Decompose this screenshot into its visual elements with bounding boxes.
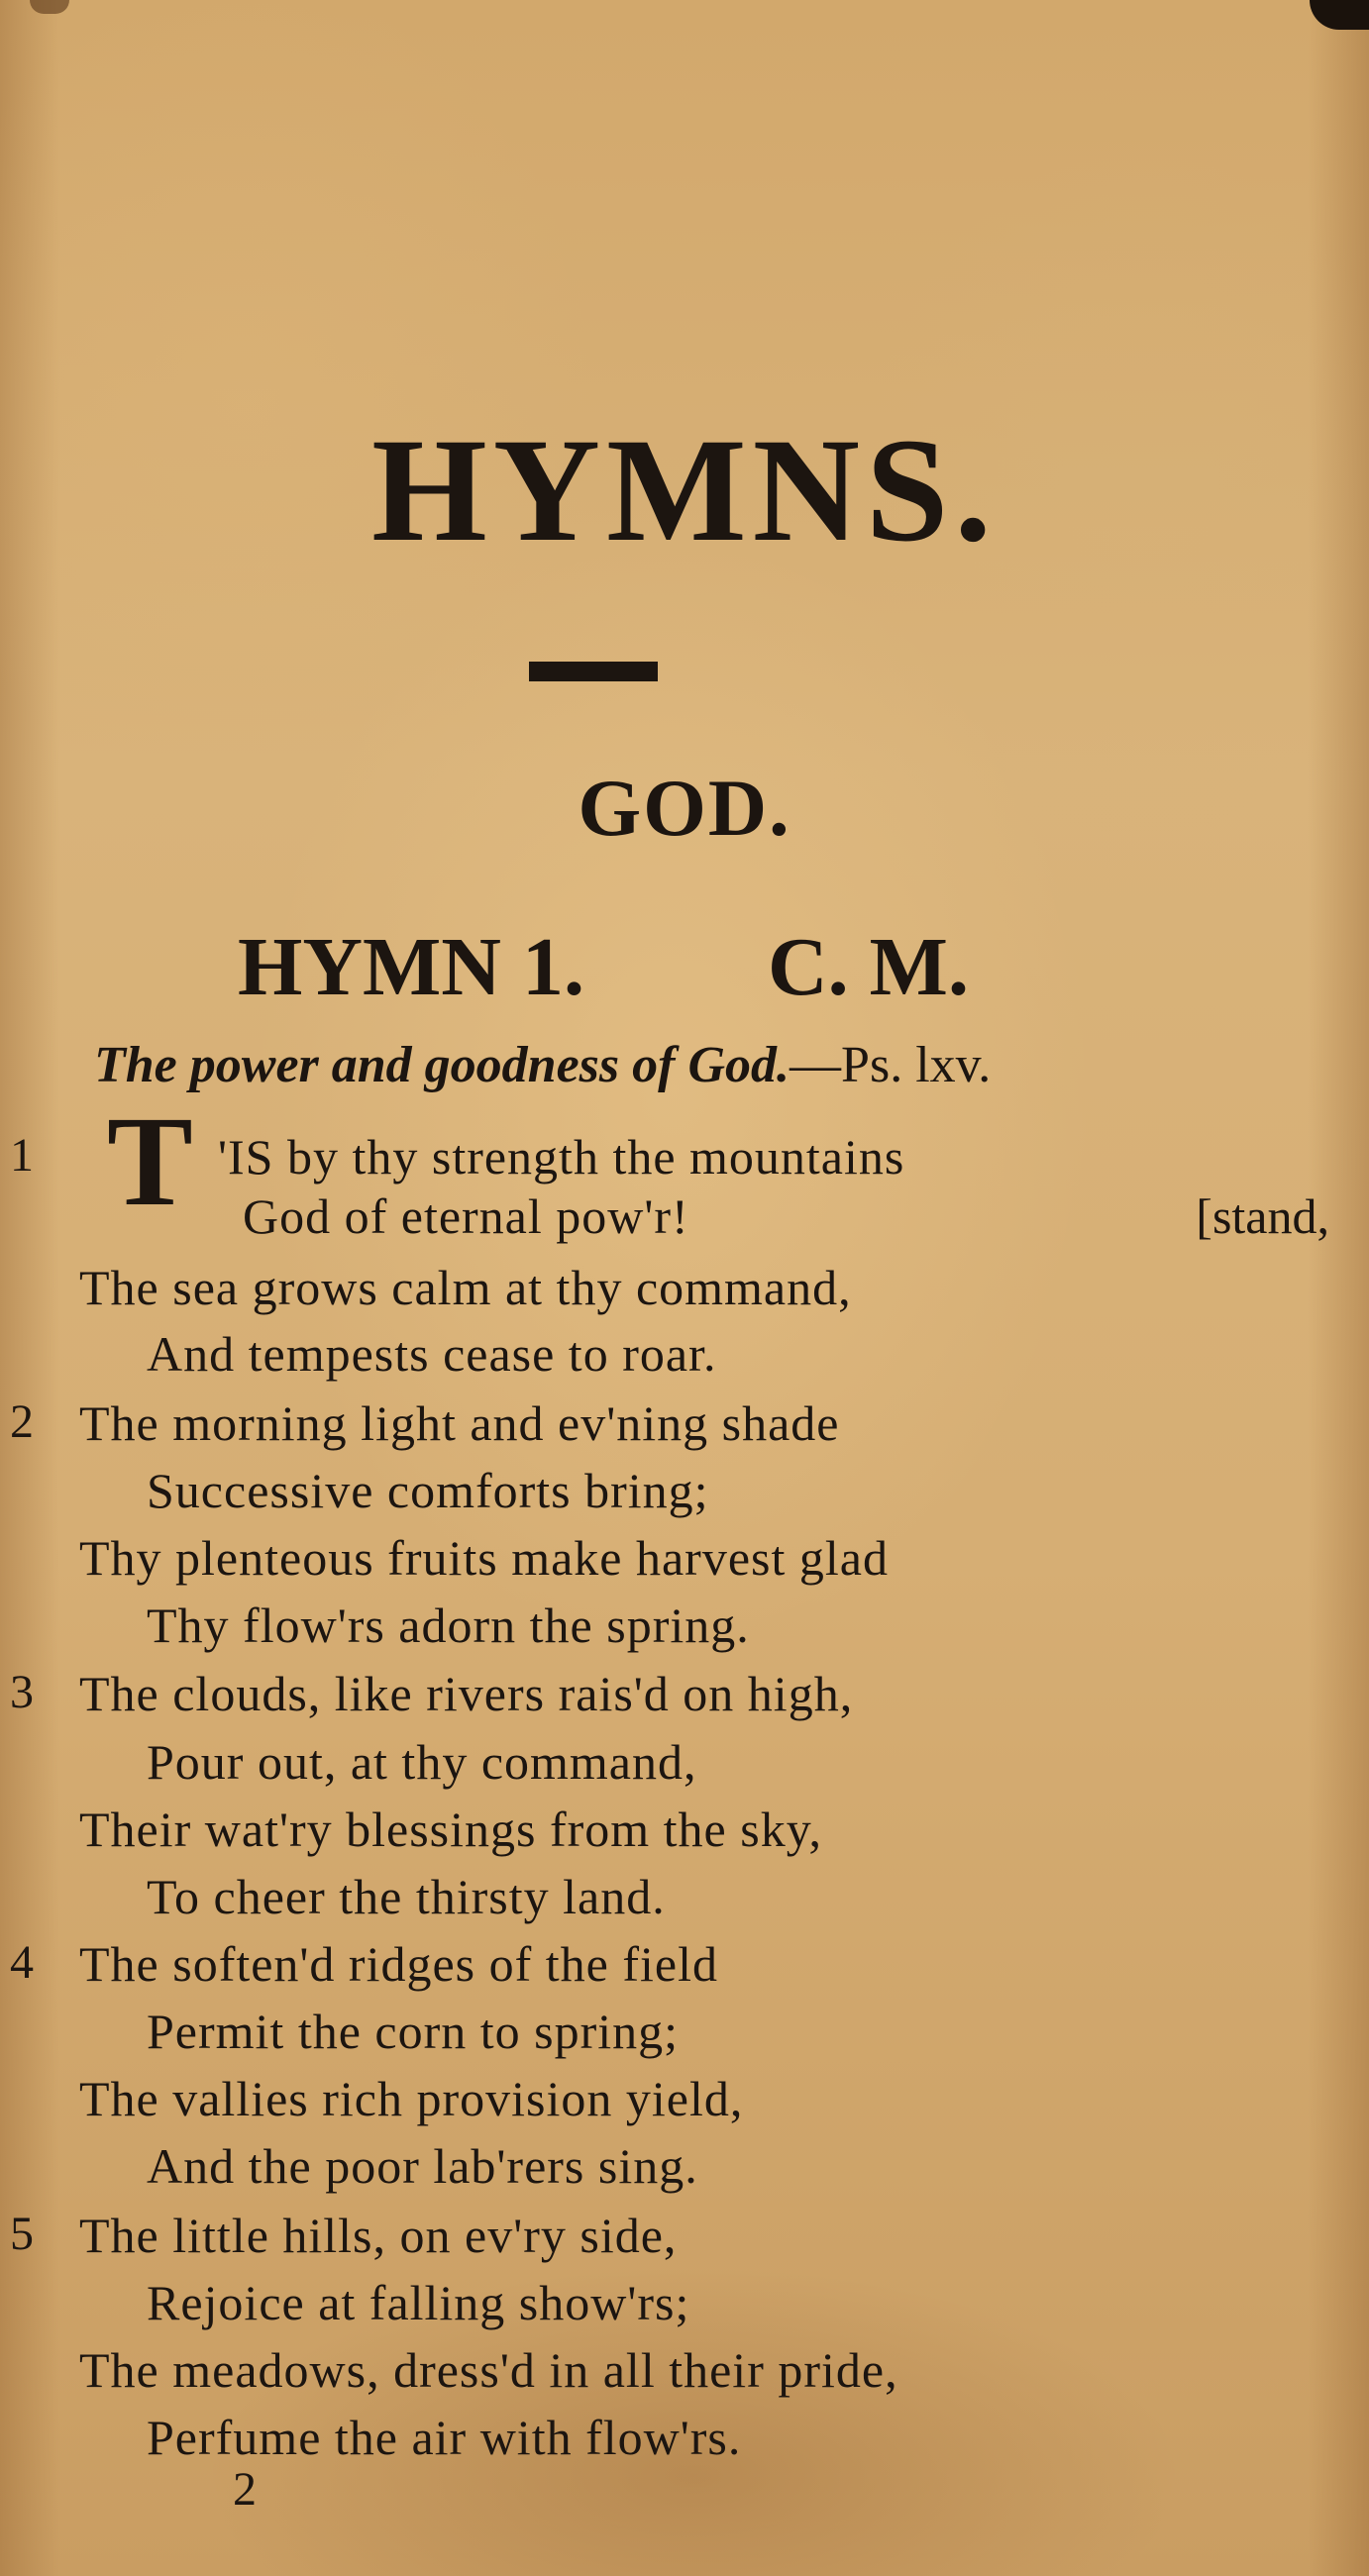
section-heading: GOD. <box>578 763 791 853</box>
verse-line: 'IS by thy strength the mountains <box>218 1129 905 1185</box>
verse-line: The morning light and ev'ning shade <box>79 1395 840 1451</box>
verse-line: The clouds, like rivers rais'd on high, <box>79 1666 854 1721</box>
verse-line: Permit the corn to spring; <box>147 2004 680 2059</box>
verse-line: Their wat'ry blessings from the sky, <box>79 1802 822 1857</box>
subtitle-reference: —Ps. lxv. <box>790 1037 992 1093</box>
page-number: 2 <box>233 2463 257 2516</box>
hymn-meter: C. M. <box>768 921 969 1013</box>
verse-line: To cheer the thirsty land. <box>147 1869 666 1924</box>
verse-line: The sea grows calm at thy command, <box>79 1260 852 1315</box>
verse-turnover: [stand, <box>1196 1188 1329 1244</box>
verse-line: Rejoice at falling show'rs; <box>147 2275 690 2330</box>
hymn-subtitle <box>94 1037 992 1093</box>
verse-line: And tempests cease to roar. <box>147 1326 717 1382</box>
verse-line: The little hills, on ev'ry side, <box>79 2208 678 2263</box>
verse-line: Successive comforts bring; <box>147 1463 709 1518</box>
verse-number: 3 <box>10 1666 34 1718</box>
verse-number: 5 <box>10 2208 34 2260</box>
verse-line: God of eternal pow'r! <box>243 1188 689 1244</box>
verse-line: Thy plenteous fruits make harvest glad <box>79 1530 889 1586</box>
verse-line: The vallies rich provision yield, <box>79 2071 744 2126</box>
title-rule <box>529 662 658 681</box>
verse-line: The meadows, dress'd in all their pride, <box>79 2342 898 2398</box>
verse-number: 2 <box>10 1395 34 1448</box>
page-title: HYMNS. <box>371 408 998 572</box>
page-edge-stain <box>30 0 69 14</box>
verse-line: Thy flow'rs adorn the spring. <box>147 1597 750 1653</box>
verse-line: Perfume the air with flow'rs. <box>147 2410 742 2465</box>
verse-number: 4 <box>10 1936 34 1989</box>
page-edge-mark <box>1310 0 1369 30</box>
drop-cap: T <box>107 1090 193 1233</box>
hymn-number: HYMN 1. <box>238 921 584 1013</box>
verse-line: Pour out, at thy command, <box>147 1734 697 1790</box>
verse-number: 1 <box>10 1129 34 1182</box>
verse-line: The soften'd ridges of the field <box>79 1936 718 1992</box>
subtitle-text: The power and goodness of God. <box>94 1037 790 1093</box>
verse-line: And the poor lab'rers sing. <box>147 2138 698 2194</box>
